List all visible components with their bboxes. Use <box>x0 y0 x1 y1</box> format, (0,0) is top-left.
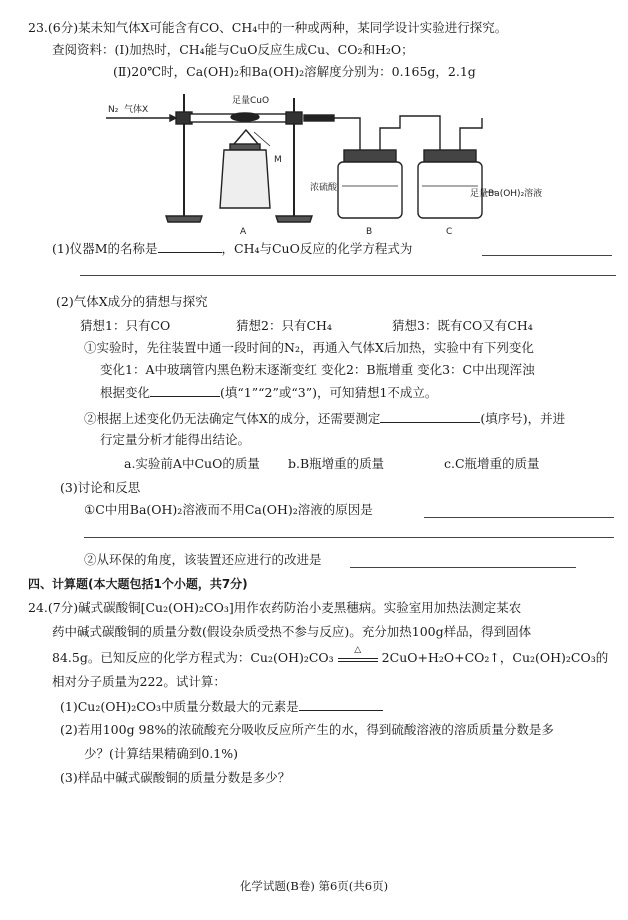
step1-changes: 变化1：A中玻璃管内黑色粉末逐渐变红 变化2：B瓶增重 变化3：C中出现浑浊 <box>100 362 535 377</box>
q23-stem: 23.(6分)某未知气体X可能含有CO、CH₄中的一种或两种，某同学设计实验进行探究。 <box>28 20 508 35</box>
answer-line-equation-a[interactable] <box>482 255 612 256</box>
label-cuo: 足量CuO <box>232 96 270 106</box>
q24-part3: (3)样品中碱式碳酸铜的质量分数是多少？ <box>60 770 291 785</box>
label-m: M <box>274 155 282 165</box>
step1-conclusion-prompt: 根据变化 <box>100 385 151 400</box>
reflection-2: ②从环保的角度，该装置还应进行的改进是 <box>84 552 322 567</box>
answer-blank-m[interactable] <box>158 240 222 253</box>
option-b: b.B瓶增重的质量 <box>288 456 385 471</box>
label-a: A <box>240 227 247 237</box>
answer-blank-element[interactable] <box>299 698 383 711</box>
stopper-b <box>344 150 396 162</box>
burner-head <box>230 144 260 150</box>
answer-blank-measure[interactable] <box>380 410 480 423</box>
guess-1: 猜想1：只有CO <box>80 318 171 333</box>
option-a: a.实验前A中CuO的质量 <box>124 456 260 471</box>
reflection-1: ①C中用Ba(OH)₂溶液而不用Ca(OH)₂溶液的原因是 <box>84 502 373 517</box>
rubber-tube <box>304 115 334 121</box>
label-b: B <box>366 227 373 237</box>
bottle-b <box>338 162 402 218</box>
q24-part1: (1)Cu₂(OH)₂CO₃中质量分数最大的元素是 <box>60 699 299 714</box>
option-c: c.C瓶增重的质量 <box>444 456 540 471</box>
answer-blank-change[interactable] <box>150 384 220 397</box>
answer-line-reflection-b[interactable] <box>84 537 614 538</box>
q24-part2-cont: 少？(计算结果精确到0.1%) <box>84 746 239 761</box>
section-4-heading: 四、计算题(本大题包括1个小题，共7分) <box>28 577 248 591</box>
clamp-right <box>286 112 302 124</box>
step2-tail: (填序号)，并进 <box>480 411 566 426</box>
part1-prompt: (1)仪器M的名称是 <box>52 241 158 256</box>
part3-heading: (3)讨论和反思 <box>60 480 141 495</box>
reference-1: 查阅资料：(Ⅰ)加热时，CH₄能与CuO反应生成Cu、CO₂和H₂O； <box>52 42 414 57</box>
q24-line-2: 药中碱式碳酸铜的质量分数(假设杂质受热不参与反应)。充分加热100g样品，得到固体 <box>52 624 532 639</box>
experiment-apparatus-figure <box>104 88 504 238</box>
answer-line-equation-b[interactable] <box>80 275 616 276</box>
step1-conclusion-text: (填“1”“2”或“3”)，可知猜想1不成立。 <box>220 385 438 400</box>
inlet-arrow-icon <box>170 115 176 121</box>
stand-base-left <box>166 216 202 222</box>
guess-3: 猜想3：既有CO又有CH₄ <box>392 318 533 333</box>
page-footer: 化学试题(B卷) 第6页(共6页) <box>239 879 389 893</box>
answer-line-reflection-a[interactable] <box>424 517 614 518</box>
heat-condition-icon: △ <box>354 645 362 655</box>
q24-equation-prefix: 84.5g。已知反应的化学方程式为：Cu₂(OH)₂CO₃ <box>52 650 334 665</box>
label-gas-x: 气体X <box>124 105 149 115</box>
q24-line-1: 24.(7分)碱式碳酸铜[Cu₂(OH)₂CO₃]用作农药防治小麦黑穗病。实验室用加热法测定某农 <box>28 600 522 615</box>
part2-heading: (2)气体X成分的猜想与探究 <box>56 294 208 309</box>
stopper-c <box>424 150 476 162</box>
q24-equation-suffix: 2CuO+H₂O+CO₂↑，Cu₂(OH)₂CO₃的 <box>381 650 609 665</box>
reference-2: (Ⅱ)20℃时，Ca(OH)₂和Ba(OH)₂溶解度分别为：0.165g，2.1g <box>113 64 476 79</box>
stand-base-right <box>276 216 312 222</box>
cuo-powder <box>231 113 259 121</box>
reaction-arrow <box>338 645 378 662</box>
label-n2: N₂ <box>108 105 119 115</box>
label-baoh-solution: 足量Ba(OH)₂溶液 <box>470 189 543 199</box>
step1-text: ①实验时，先往装置中通一段时间的N₂，再通入气体X后加热，实验中有下列变化 <box>84 340 534 355</box>
answer-line-improvement[interactable] <box>350 567 576 568</box>
step2-cont: 行定量分析才能得出结论。 <box>100 432 251 447</box>
label-c: C <box>446 227 453 237</box>
q24-line-4: 相对分子质量为222。试计算： <box>52 674 226 689</box>
q24-part2: (2)若用100g 98%的浓硫酸充分吸收反应所产生的水，得到硫酸溶液的溶质质量分数是多 <box>60 722 554 737</box>
lamp-body <box>220 150 270 208</box>
label-sulfuric: 浓硫酸 <box>310 183 338 193</box>
step2-prompt: ②根据上述变化仍无法确定气体X的成分，还需要测定 <box>84 411 381 426</box>
part1-equation-prompt: ，CH₄与CuO反应的化学方程式为 <box>221 241 413 256</box>
guess-2: 猜想2：只有CH₄ <box>236 318 332 333</box>
